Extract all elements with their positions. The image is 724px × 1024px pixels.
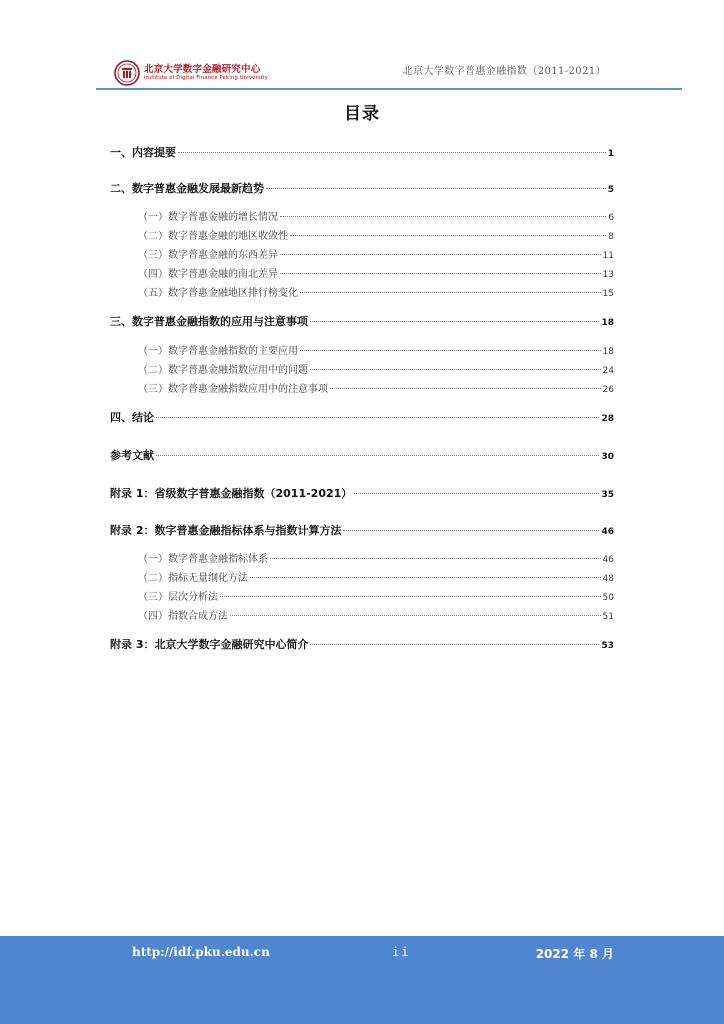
toc-entry-page: 1 bbox=[607, 149, 614, 159]
logo-english-name: Institute of Digital Finance Peking University bbox=[144, 75, 268, 82]
toc-entry-label: 四、结论 bbox=[110, 411, 154, 424]
toc-leader-dots bbox=[310, 644, 599, 645]
toc-entry-page: 15 bbox=[602, 289, 614, 299]
toc-entry-page: 51 bbox=[602, 612, 614, 622]
toc-entry-page: 50 bbox=[602, 593, 614, 603]
toc-entry[interactable] bbox=[110, 265, 614, 280]
toc-leader-dots bbox=[280, 216, 606, 217]
toc-entry[interactable] bbox=[110, 588, 614, 603]
toc-entry-label: （四）指数合成方法 bbox=[138, 611, 228, 622]
logo-chinese-name: 北京大学数字金融研究中心 bbox=[144, 63, 261, 75]
toc-entry[interactable] bbox=[110, 522, 614, 538]
toc-entry-page: 46 bbox=[602, 555, 614, 565]
toc-entry-label: 附录 1：省级数字普惠金融指数（2011-2021） bbox=[110, 487, 353, 500]
header-divider bbox=[96, 88, 682, 90]
toc-leader-dots bbox=[220, 596, 601, 597]
toc-entry-page: 13 bbox=[602, 270, 614, 280]
page-title: 目录 bbox=[344, 104, 380, 124]
toc-entry-label: 一、内容提要 bbox=[110, 146, 176, 159]
toc-leader-dots bbox=[300, 292, 601, 293]
toc-leader-dots bbox=[250, 577, 601, 578]
toc-leader-dots bbox=[280, 273, 601, 274]
toc-entry[interactable] bbox=[110, 342, 614, 357]
toc-entry-page: 35 bbox=[601, 490, 614, 500]
toc-entry-page: 6 bbox=[608, 213, 614, 223]
toc-entry[interactable] bbox=[110, 569, 614, 584]
toc-entry-label: （一）数字普惠金融指数的主要应用 bbox=[138, 346, 298, 357]
toc-entry[interactable] bbox=[110, 361, 614, 376]
toc-entry-label: （五）数字普惠金融地区排行榜变化 bbox=[138, 288, 298, 299]
toc-leader-dots bbox=[178, 152, 606, 153]
toc-entry-page: 30 bbox=[601, 452, 614, 462]
publication-date: 2022 年 8 月 bbox=[535, 947, 614, 961]
page-header bbox=[0, 0, 724, 95]
toc-entry-label: 附录 2：数字普惠金融指标体系与指数计算方法 bbox=[110, 524, 342, 537]
toc-entry-label: （一）数字普惠金融指标体系 bbox=[138, 554, 268, 565]
toc-leader-dots bbox=[343, 530, 599, 531]
page-footer bbox=[0, 936, 724, 1024]
toc-entry[interactable] bbox=[110, 246, 614, 261]
institute-logo bbox=[114, 60, 268, 86]
toc-entry-label: （三）数字普惠金融的东西差异 bbox=[138, 250, 278, 261]
toc-entry-label: 参考文献 bbox=[110, 449, 154, 462]
toc-entry-page: 11 bbox=[602, 251, 614, 261]
toc-leader-dots bbox=[156, 455, 599, 456]
pku-seal-icon bbox=[114, 60, 140, 86]
toc-leader-dots bbox=[230, 615, 601, 616]
toc-leader-dots bbox=[270, 558, 601, 559]
toc-leader-dots bbox=[330, 388, 601, 389]
toc-entry-label: 二、数字普惠金融发展最新趋势 bbox=[110, 182, 264, 195]
toc-entry-label: 附录 3：北京大学数字金融研究中心简介 bbox=[110, 638, 309, 651]
toc-entry-page: 5 bbox=[607, 185, 614, 195]
toc-entry-label: （四）数字普惠金融的南北差异 bbox=[138, 269, 278, 280]
toc-entry-label: （二）指标无量纲化方法 bbox=[138, 573, 248, 584]
toc-leader-dots bbox=[266, 188, 606, 189]
toc-entry[interactable] bbox=[110, 180, 614, 196]
toc-entry-page: 48 bbox=[602, 574, 614, 584]
toc-entry-label: （二）数字普惠金融的地区收敛性 bbox=[138, 231, 288, 242]
toc-entry[interactable] bbox=[110, 144, 614, 160]
toc-entry[interactable] bbox=[110, 447, 614, 463]
toc-entry[interactable] bbox=[110, 485, 614, 501]
toc-entry[interactable] bbox=[110, 380, 614, 395]
toc-leader-dots bbox=[280, 254, 601, 255]
page-number: ii bbox=[392, 945, 411, 959]
toc-entry[interactable] bbox=[110, 409, 614, 425]
toc-entry-page: 28 bbox=[601, 414, 614, 424]
toc-leader-dots bbox=[354, 493, 599, 494]
toc-entry[interactable] bbox=[110, 550, 614, 565]
toc-entry[interactable] bbox=[110, 636, 614, 652]
toc-entry-page: 8 bbox=[608, 232, 614, 242]
toc-entry-page: 18 bbox=[602, 347, 614, 357]
toc-entry[interactable] bbox=[110, 284, 614, 299]
toc-entry-page: 46 bbox=[601, 527, 614, 537]
toc-leader-dots bbox=[156, 417, 599, 418]
toc-leader-dots bbox=[310, 369, 601, 370]
toc-leader-dots bbox=[310, 321, 599, 322]
toc-entry-page: 53 bbox=[601, 641, 614, 651]
website-link[interactable]: http://idf.pku.edu.cn bbox=[132, 945, 270, 959]
running-header-title: 北京大学数字普惠金融指数（2011-2021） bbox=[402, 66, 606, 77]
toc-entry-page: 18 bbox=[601, 318, 614, 328]
toc-entry[interactable] bbox=[110, 227, 614, 242]
toc-entry-label: （三）层次分析法 bbox=[138, 592, 218, 603]
toc-leader-dots bbox=[290, 235, 606, 236]
toc-entry[interactable] bbox=[110, 607, 614, 622]
toc-entry-label: 三、数字普惠金融指数的应用与注意事项 bbox=[110, 315, 308, 328]
toc-entry-label: （三）数字普惠金融指数应用中的注意事项 bbox=[138, 384, 328, 395]
toc-entry-page: 24 bbox=[602, 366, 614, 376]
toc-entry[interactable] bbox=[110, 313, 614, 329]
toc-entry[interactable] bbox=[110, 208, 614, 223]
toc-entry-label: （二）数字普惠金融指数应用中的问题 bbox=[138, 365, 308, 376]
toc-entry-page: 26 bbox=[602, 385, 614, 395]
toc-entry-label: （一）数字普惠金融的增长情况 bbox=[138, 212, 278, 223]
toc-leader-dots bbox=[300, 350, 601, 351]
